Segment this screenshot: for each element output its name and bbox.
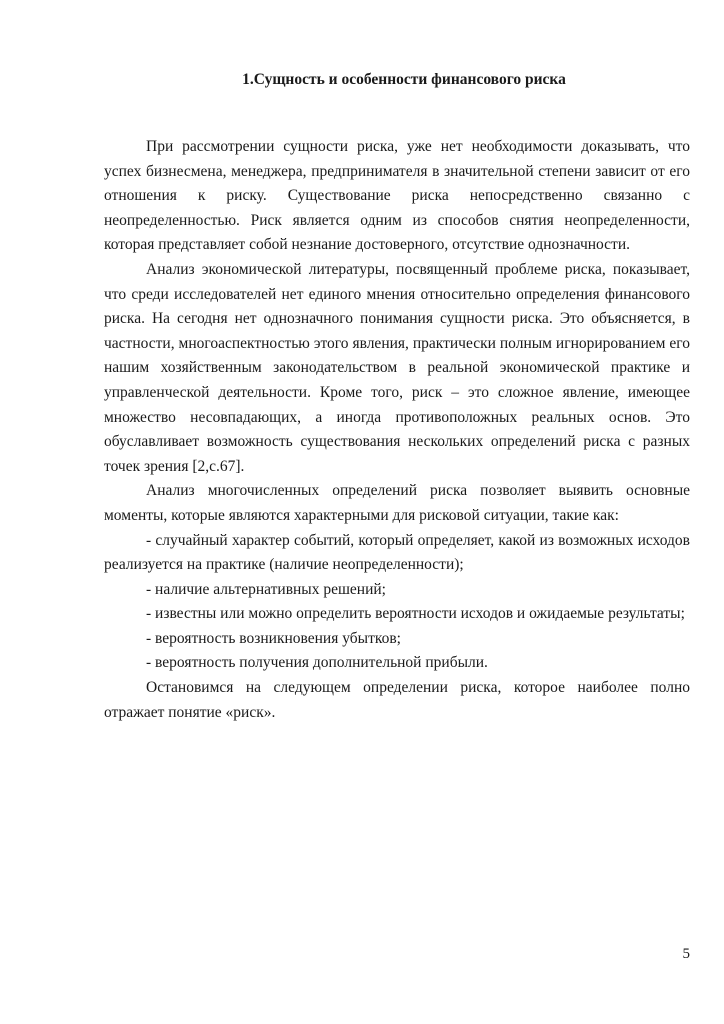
list-item-random-events: - случайный характер событий, который определяет, какой из возможных исходов реализуется на практике (наличие неопределенности);	[104, 531, 690, 574]
list-item-profit: - вероятность получения дополнительной прибыли.	[146, 654, 488, 672]
body-text	[104, 135, 690, 725]
list-item-probabilities: - известны или можно определить вероятности исходов и ожидаемые результаты;	[146, 605, 685, 623]
list-item-losses: - вероятность возникновения убытков;	[146, 629, 401, 647]
paragraph-intro: При рассмотрении сущности риска, уже нет необходимости доказывать, что успех бизнесмена, менеджера, предпринимателя в значительной степени зависит от его отношения к риску. Существование риска непосредственно связанно с неопределенностью. Риск является одним из способов снятия неопределенности, которая представляет собой незнание достоверного, отсутствие однозначности.	[104, 138, 690, 254]
section-title: 1.Сущность и особенности финансового риска	[242, 71, 566, 88]
list-item-alternatives: - наличие альтернативных решений;	[146, 580, 386, 598]
paragraph-definitions-analysis: Анализ многочисленных определений риска позволяет выявить основные моменты, которые являются характерными для рисковой ситуации, такие как:	[104, 482, 690, 524]
paragraph-definition-lead: Остановимся на следующем определении риска, которое наиболее полно отражает понятие «риск».	[104, 679, 690, 721]
paragraph-literature-analysis: Анализ экономической литературы, посвященный проблеме риска, показывает, что среди исследователей нет единого мнения относительно определения финансового риска. На сегодня нет однозначного понимания сущности риска. Это объясняется, в частности, многоаспектностью этого явления, практически полным игнорированием его нашим хозяйственным законодательством в реальной экономической практике и управленческой деятельности. Кроме того, риск – это сложное явление, имеющее множество несовпадающих, а иногда противоположных реальных основ. Это обуславливает возможность существования нескольких определений риска с разных точек зрения [2,с.67].	[104, 260, 690, 475]
page-number: 5	[682, 946, 690, 962]
